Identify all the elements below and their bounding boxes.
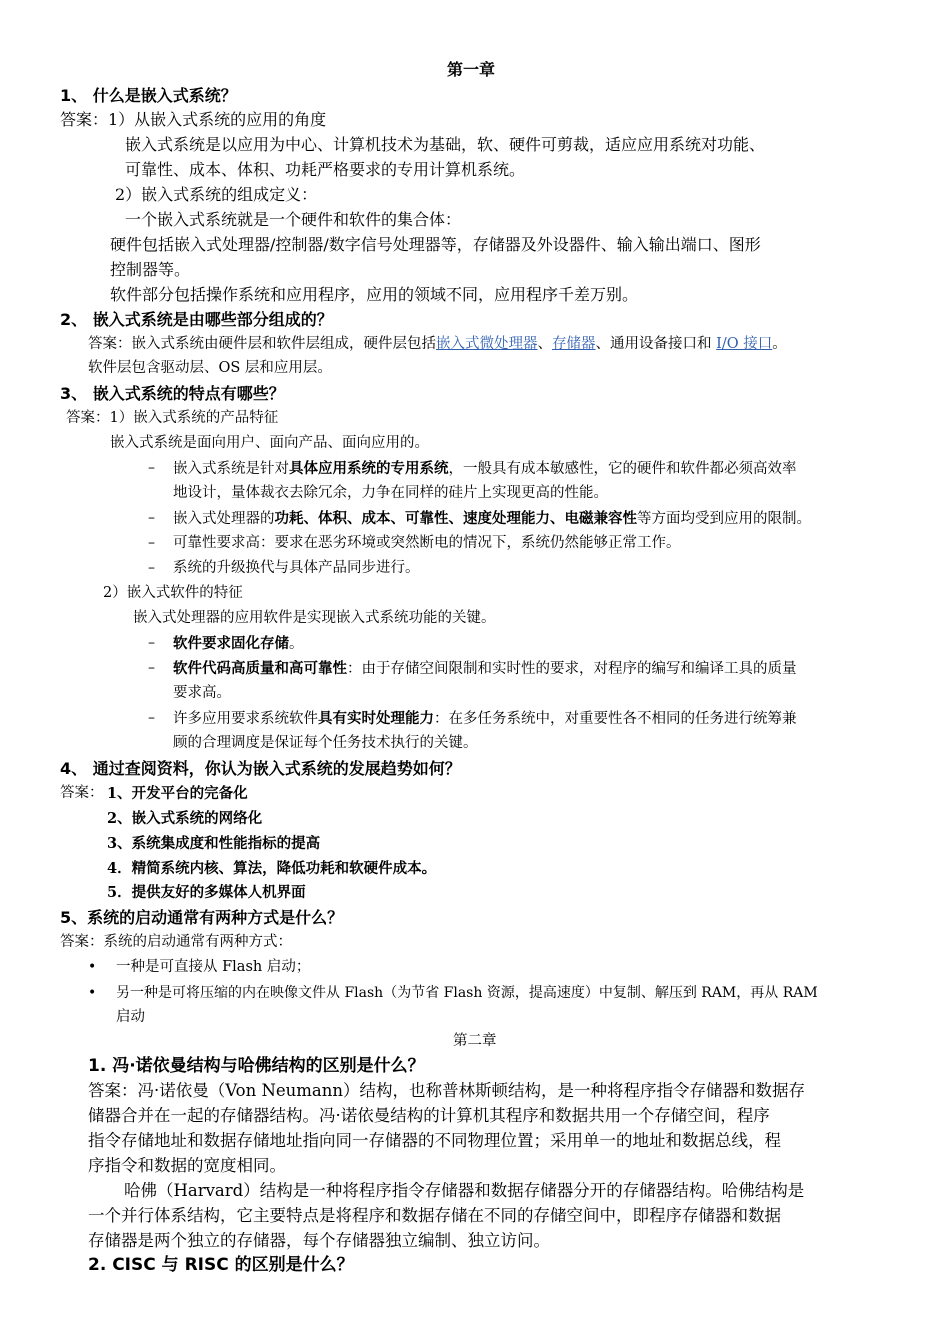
question-heading: 1. 冯·诺依曼结构与哈佛结构的区别是什么？ — [88, 1056, 425, 1076]
answer-text: 储器合并在一起的存储器结构。冯·诺依曼结构的计算机其程序和数据共用一个存储空间，程序 — [88, 1106, 770, 1125]
dash-bullet: – — [148, 635, 155, 651]
answer-text: 软件层包含驱动层、OS 层和应用层。 — [88, 360, 332, 376]
trend-item: 4．精简系统内核、算法，降低功耗和软硬件成本。 — [107, 860, 437, 877]
answer-subheading: 2）嵌入式软件的特征 — [103, 585, 243, 601]
list-item: 软件要求固化存储。 — [173, 635, 304, 652]
dash-bullet: – — [148, 660, 155, 676]
list-item-continued: 地设计，量体裁衣去除冗余，力争在同样的硅片上实现更高的性能。 — [173, 485, 608, 501]
answer-text: 控制器等。 — [110, 260, 191, 279]
trend-item: 3、系统集成度和性能指标的提高 — [107, 835, 321, 852]
list-item: 系统的升级换代与具体产品同步进行。 — [173, 560, 420, 576]
answer-text: 嵌入式处理器的应用软件是实现嵌入式系统功能的关键。 — [133, 610, 496, 626]
trend-item: 1、开发平台的完备化 — [107, 785, 248, 802]
bullet-dot: • — [88, 959, 97, 975]
question-heading: 2. CISC 与 RISC 的区别是什么？ — [88, 1255, 354, 1275]
bullet-dot: • — [88, 985, 97, 1001]
answer-text — [88, 336, 787, 353]
answer-text: 软件部分包括操作系统和应用程序，应用的领域不同，应用程序千差万别。 — [110, 285, 639, 304]
answer-text-middle: 、通用设备接口和 — [595, 336, 717, 352]
chapter-title: 第二章 — [453, 1033, 497, 1049]
answer-text: 存储器是两个独立的存储器，每个存储器独立编制、独立访问。 — [88, 1231, 550, 1250]
separator: 、 — [537, 336, 552, 352]
answer-text: 一个并行体系结构，它主要特点是将程序和数据存储在不同的存储空间中，即程序存储器和数据 — [88, 1206, 781, 1225]
answer-text: 序指令和数据的宽度相同。 — [88, 1156, 286, 1175]
list-item: 嵌入式系统是针对具体应用系统的专用系统，一般具有成本敏感性，它的硬件和软件都必须高效率 — [173, 460, 797, 477]
answer-text: 硬件包括嵌入式处理器/控制器/数字信号处理器等，存储器及外设器件、输入输出端口、图形 — [110, 235, 761, 254]
answer-text: 可靠性、成本、体积、功耗严格要求的专用计算机系统。 — [125, 160, 526, 179]
dash-bullet: – — [148, 560, 155, 576]
list-item: 许多应用要求系统软件具有实时处理能力：在多任务系统中，对重要性各不相同的任务进行统筹兼 — [173, 710, 797, 727]
list-item-continued: 启动 — [116, 1009, 145, 1025]
answer-intro: 答案：1）嵌入式系统的产品特征 — [66, 410, 279, 426]
question-heading: 2、 嵌入式系统是由哪些部分组成的？ — [60, 310, 333, 329]
answer-text: 哈佛（Harvard）结构是一种将程序指令存储器和数据存储器分开的存储器结构。哈佛结构是 — [124, 1181, 805, 1200]
link-io-interface[interactable]: I/O 接口 — [716, 336, 773, 352]
trend-item: 5．提供友好的多媒体人机界面 — [107, 884, 306, 901]
answer-text-end: 。 — [772, 336, 787, 352]
answer-subheading: 2）嵌入式系统的组成定义： — [115, 185, 318, 204]
list-item: 一种是可直接从 Flash 启动； — [116, 959, 311, 975]
list-item-continued: 顾的合理调度是保证每个任务技术执行的关键。 — [173, 735, 478, 751]
answer-label: 答案： — [60, 785, 104, 801]
link-embedded-microprocessor[interactable]: 嵌入式微处理器 — [436, 336, 538, 352]
list-item-continued: 要求高。 — [173, 685, 231, 701]
answer-intro: 答案：1）从嵌入式系统的应用的角度 — [60, 110, 327, 129]
answer-text: 一个嵌入式系统就是一个硬件和软件的集合体： — [125, 210, 462, 229]
dash-bullet: – — [148, 710, 155, 726]
dash-bullet: – — [148, 510, 155, 526]
answer-text: 嵌入式系统是面向用户、面向产品、面向应用的。 — [110, 435, 429, 451]
list-item: 可靠性要求高：要求在恶劣环境或突然断电的情况下，系统仍然能够正常工作。 — [173, 535, 681, 551]
answer-text: 嵌入式系统是以应用为中心、计算机技术为基础，软、硬件可剪裁，适应应用系统对功能、 — [125, 135, 766, 154]
question-heading: 1、 什么是嵌入式系统？ — [60, 86, 237, 105]
question-heading: 5、系统的启动通常有两种方式是什么？ — [60, 908, 344, 927]
answer-text: 答案：冯·诺依曼（Von Neumann）结构，也称普林斯顿结构，是一种将程序指令存储器和数据存 — [88, 1081, 806, 1100]
dash-bullet: – — [148, 535, 155, 551]
list-item: 嵌入式处理器的功耗、体积、成本、可靠性、速度处理能力、电磁兼容性等方面均受到应用的限制。 — [173, 510, 811, 527]
answer-intro: 答案：系统的启动通常有两种方式： — [60, 934, 292, 950]
list-item: 另一种是可将压缩的内在映像文件从 Flash（为节省 Flash 资源，提高速度）中复制、解压到 RAM，再从 RAM — [116, 985, 818, 1001]
answer-text-prefix: 答案：嵌入式系统由硬件层和软件层组成，硬件层包括 — [88, 336, 436, 352]
chapter-title: 第一章 — [447, 60, 496, 79]
trend-item: 2、嵌入式系统的网络化 — [107, 810, 263, 827]
list-item: 软件代码高质量和高可靠性：由于存储空间限制和实时性的要求，对程序的编写和编译工具的质量 — [173, 660, 797, 677]
dash-bullet: – — [148, 460, 155, 476]
question-heading: 3、 嵌入式系统的特点有哪些？ — [60, 384, 285, 403]
question-heading: 4、 通过查阅资料，你认为嵌入式系统的发展趋势如何？ — [60, 759, 461, 778]
answer-text: 指令存储地址和数据存储地址指向同一存储器的不同物理位置；采用单一的地址和数据总线，程 — [88, 1131, 781, 1150]
link-memory[interactable]: 存储器 — [552, 336, 596, 352]
